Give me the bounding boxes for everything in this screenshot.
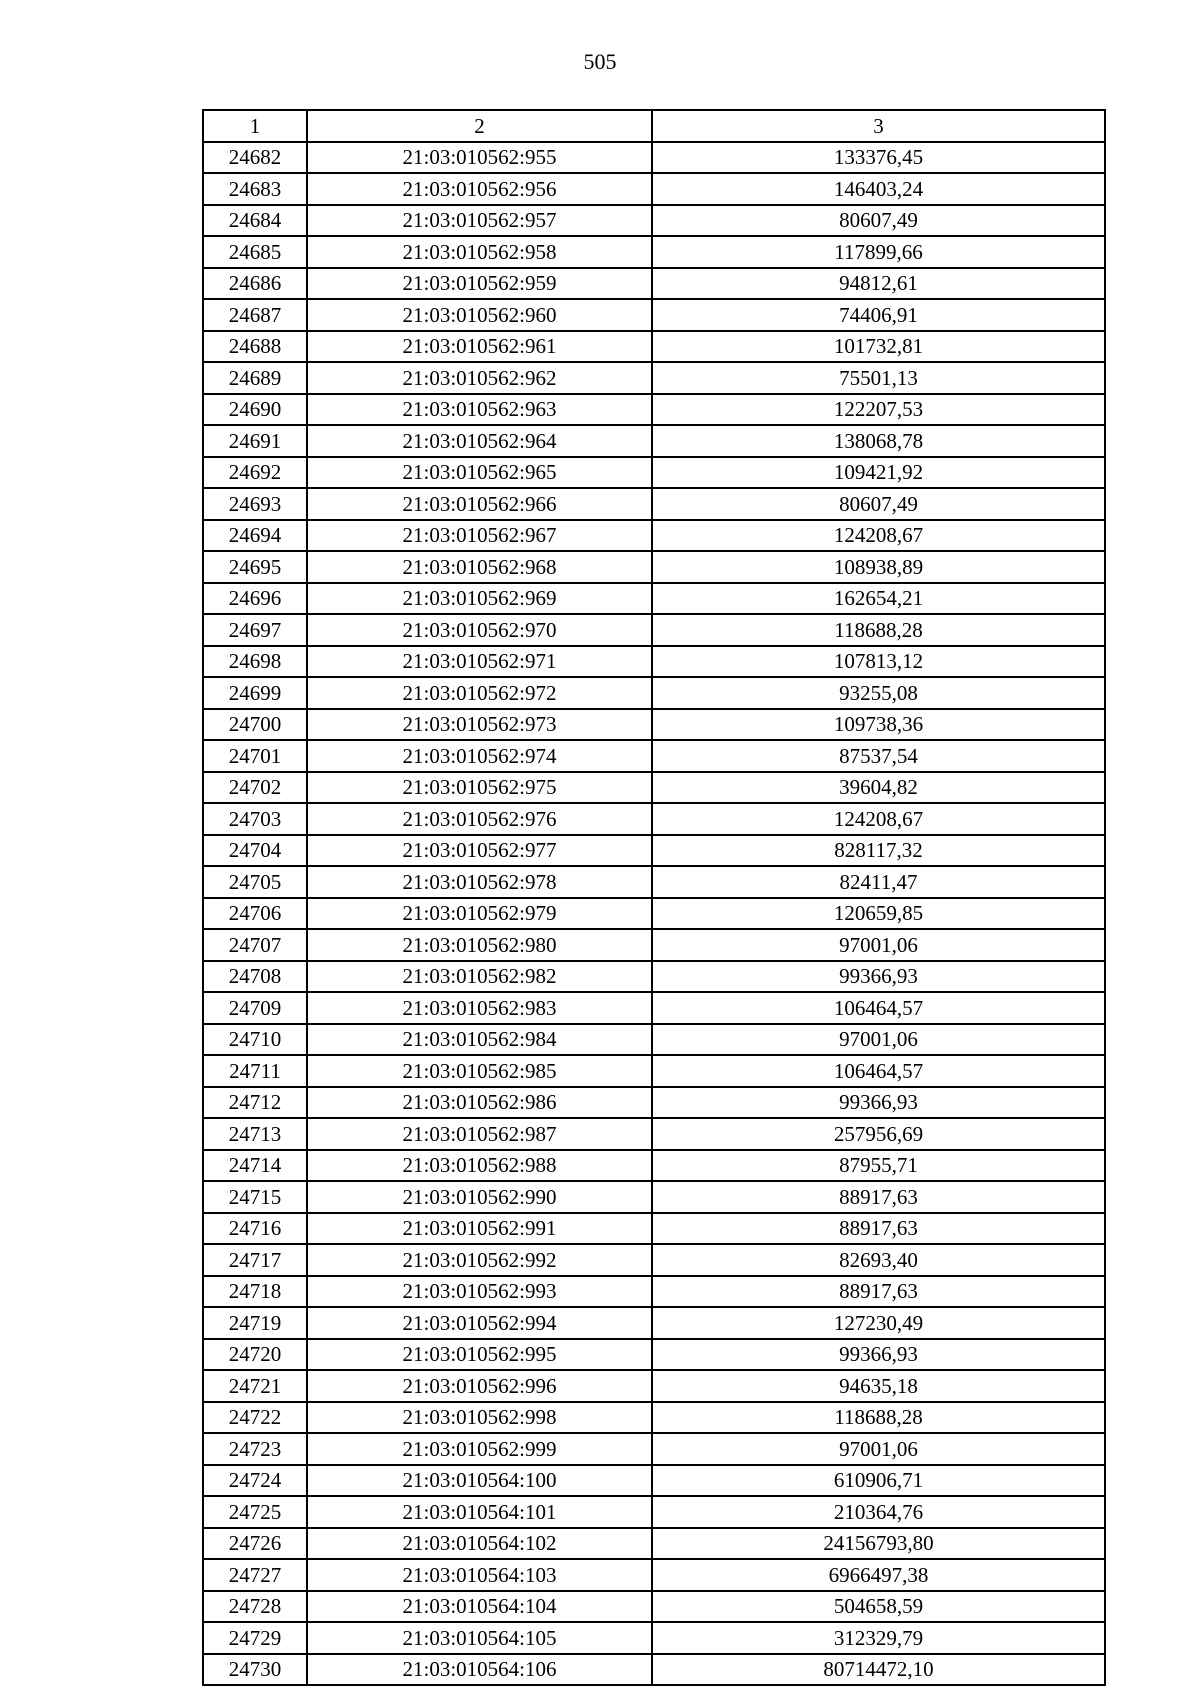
cadastral-value-cell: 94635,18 [652, 1370, 1105, 1402]
cadastral-number-cell: 21:03:010562:993 [307, 1276, 652, 1308]
row-number-cell: 24712 [203, 1087, 307, 1119]
cadastral-value-cell: 82411,47 [652, 866, 1105, 898]
row-number-cell: 24730 [203, 1654, 307, 1686]
cadastral-value-cell: 80607,49 [652, 488, 1105, 520]
cadastral-value-cell: 106464,57 [652, 1055, 1105, 1087]
row-number-cell: 24708 [203, 961, 307, 993]
page-number: 505 [583, 49, 617, 74]
cadastral-value-cell: 24156793,80 [652, 1528, 1105, 1560]
table-row [203, 1654, 1105, 1686]
cadastral-value-cell: 210364,76 [652, 1496, 1105, 1528]
table-row [203, 236, 1105, 268]
table-row [203, 1496, 1105, 1528]
cadastral-number-cell: 21:03:010562:970 [307, 614, 652, 646]
cadastral-number-cell: 21:03:010562:971 [307, 646, 652, 678]
cadastral-value-cell: 74406,91 [652, 299, 1105, 331]
cadastral-number-cell: 21:03:010562:955 [307, 142, 652, 174]
table-row [203, 1528, 1105, 1560]
row-number-cell: 24684 [203, 205, 307, 237]
table-row [203, 1402, 1105, 1434]
table-row [203, 961, 1105, 993]
cadastral-value-cell: 504658,59 [652, 1591, 1105, 1623]
cadastral-number-cell: 21:03:010562:957 [307, 205, 652, 237]
cadastral-value-cell: 127230,49 [652, 1307, 1105, 1339]
row-number-cell: 24720 [203, 1339, 307, 1371]
header-row [203, 110, 1105, 142]
row-number-cell: 24686 [203, 268, 307, 300]
cadastral-value-cell: 99366,93 [652, 1339, 1105, 1371]
cadastral-number-cell: 21:03:010562:958 [307, 236, 652, 268]
row-number-cell: 24701 [203, 740, 307, 772]
header-cell-column-1: 1 [203, 110, 307, 142]
table-row [203, 394, 1105, 426]
table-row [203, 1591, 1105, 1623]
cadastral-number-cell: 21:03:010562:964 [307, 425, 652, 457]
cadastral-number-cell: 21:03:010562:978 [307, 866, 652, 898]
row-number-cell: 24719 [203, 1307, 307, 1339]
cadastral-number-cell: 21:03:010562:990 [307, 1181, 652, 1213]
row-number-cell: 24698 [203, 646, 307, 678]
cadastral-number-cell: 21:03:010562:991 [307, 1213, 652, 1245]
row-number-cell: 24702 [203, 772, 307, 804]
table-row [203, 740, 1105, 772]
cadastral-number-cell: 21:03:010562:973 [307, 709, 652, 741]
table-row [203, 1339, 1105, 1371]
cadastral-value-cell: 87537,54 [652, 740, 1105, 772]
row-number-cell: 24716 [203, 1213, 307, 1245]
row-number-cell: 24714 [203, 1150, 307, 1182]
row-number-cell: 24688 [203, 331, 307, 363]
cadastral-number-cell: 21:03:010562:968 [307, 551, 652, 583]
table-row [203, 1024, 1105, 1056]
cadastral-value-cell: 106464,57 [652, 992, 1105, 1024]
row-number-cell: 24722 [203, 1402, 307, 1434]
table-row [203, 866, 1105, 898]
table-row [203, 173, 1105, 205]
cadastral-number-cell: 21:03:010562:994 [307, 1307, 652, 1339]
table-row [203, 1276, 1105, 1308]
table-row [203, 362, 1105, 394]
cadastral-number-cell: 21:03:010562:988 [307, 1150, 652, 1182]
table-row [203, 1150, 1105, 1182]
table-row [203, 551, 1105, 583]
cadastral-number-cell: 21:03:010562:960 [307, 299, 652, 331]
cadastral-number-cell: 21:03:010562:979 [307, 898, 652, 930]
table-row [203, 520, 1105, 552]
cadastral-value-cell: 87955,71 [652, 1150, 1105, 1182]
table-row [203, 1622, 1105, 1654]
cadastral-value-cell: 97001,06 [652, 929, 1105, 961]
row-number-cell: 24717 [203, 1244, 307, 1276]
cadastral-number-cell: 21:03:010562:975 [307, 772, 652, 804]
cadastral-value-cell: 162654,21 [652, 583, 1105, 615]
row-number-cell: 24728 [203, 1591, 307, 1623]
cadastral-number-cell: 21:03:010562:956 [307, 173, 652, 205]
cadastral-number-cell: 21:03:010562:965 [307, 457, 652, 489]
row-number-cell: 24687 [203, 299, 307, 331]
cadastral-number-cell: 21:03:010562:967 [307, 520, 652, 552]
cadastral-number-cell: 21:03:010562:996 [307, 1370, 652, 1402]
cadastral-value-cell: 118688,28 [652, 1402, 1105, 1434]
row-number-cell: 24725 [203, 1496, 307, 1528]
row-number-cell: 24682 [203, 142, 307, 174]
row-number-cell: 24705 [203, 866, 307, 898]
table-row [203, 488, 1105, 520]
cadastral-number-cell: 21:03:010562:969 [307, 583, 652, 615]
table-row [203, 583, 1105, 615]
row-number-cell: 24703 [203, 803, 307, 835]
cadastral-value-cell: 610906,71 [652, 1465, 1105, 1497]
table-row [203, 457, 1105, 489]
cadastral-number-cell: 21:03:010562:999 [307, 1433, 652, 1465]
row-number-cell: 24689 [203, 362, 307, 394]
cadastral-value-table [202, 109, 1106, 1686]
cadastral-number-cell: 21:03:010564:103 [307, 1559, 652, 1591]
table-row [203, 1213, 1105, 1245]
cadastral-number-cell: 21:03:010562:962 [307, 362, 652, 394]
cadastral-number-cell: 21:03:010562:995 [307, 1339, 652, 1371]
cadastral-value-cell: 99366,93 [652, 961, 1105, 993]
table-row [203, 1181, 1105, 1213]
cadastral-value-cell: 109738,36 [652, 709, 1105, 741]
cadastral-value-cell: 82693,40 [652, 1244, 1105, 1276]
row-number-cell: 24707 [203, 929, 307, 961]
cadastral-number-cell: 21:03:010562:983 [307, 992, 652, 1024]
table-row [203, 709, 1105, 741]
table-row [203, 646, 1105, 678]
cadastral-value-cell: 80714472,10 [652, 1654, 1105, 1686]
cadastral-number-cell: 21:03:010562:961 [307, 331, 652, 363]
table-header [203, 110, 1105, 142]
cadastral-value-cell: 257956,69 [652, 1118, 1105, 1150]
cadastral-value-cell: 133376,45 [652, 142, 1105, 174]
row-number-cell: 24685 [203, 236, 307, 268]
cadastral-value-cell: 97001,06 [652, 1024, 1105, 1056]
table-row [203, 425, 1105, 457]
row-number-cell: 24711 [203, 1055, 307, 1087]
table-row [203, 1055, 1105, 1087]
cadastral-number-cell: 21:03:010564:105 [307, 1622, 652, 1654]
row-number-cell: 24697 [203, 614, 307, 646]
row-number-cell: 24726 [203, 1528, 307, 1560]
cadastral-value-cell: 6966497,38 [652, 1559, 1105, 1591]
cadastral-number-cell: 21:03:010562:977 [307, 835, 652, 867]
cadastral-value-cell: 99366,93 [652, 1087, 1105, 1119]
table-row [203, 142, 1105, 174]
cadastral-value-cell: 107813,12 [652, 646, 1105, 678]
table-row [203, 268, 1105, 300]
cadastral-number-cell: 21:03:010564:106 [307, 1654, 652, 1686]
table-row [203, 1433, 1105, 1465]
cadastral-number-cell: 21:03:010562:985 [307, 1055, 652, 1087]
cadastral-number-cell: 21:03:010562:982 [307, 961, 652, 993]
row-number-cell: 24709 [203, 992, 307, 1024]
row-number-cell: 24696 [203, 583, 307, 615]
row-number-cell: 24690 [203, 394, 307, 426]
cadastral-value-cell: 94812,61 [652, 268, 1105, 300]
row-number-cell: 24721 [203, 1370, 307, 1402]
table-row [203, 835, 1105, 867]
cadastral-value-cell: 122207,53 [652, 394, 1105, 426]
cadastral-value-cell: 117899,66 [652, 236, 1105, 268]
row-number-cell: 24683 [203, 173, 307, 205]
cadastral-value-cell: 101732,81 [652, 331, 1105, 363]
cadastral-value-cell: 109421,92 [652, 457, 1105, 489]
cadastral-value-cell: 108938,89 [652, 551, 1105, 583]
row-number-cell: 24718 [203, 1276, 307, 1308]
row-number-cell: 24729 [203, 1622, 307, 1654]
cadastral-number-cell: 21:03:010562:966 [307, 488, 652, 520]
table-row [203, 331, 1105, 363]
cadastral-value-cell: 97001,06 [652, 1433, 1105, 1465]
cadastral-value-cell: 88917,63 [652, 1276, 1105, 1308]
cadastral-value-cell: 138068,78 [652, 425, 1105, 457]
cadastral-value-cell: 828117,32 [652, 835, 1105, 867]
table-row [203, 1370, 1105, 1402]
row-number-cell: 24693 [203, 488, 307, 520]
table-row [203, 772, 1105, 804]
table-row [203, 1307, 1105, 1339]
cadastral-value-cell: 124208,67 [652, 520, 1105, 552]
cadastral-number-cell: 21:03:010562:992 [307, 1244, 652, 1276]
table-row [203, 614, 1105, 646]
cadastral-value-cell: 88917,63 [652, 1181, 1105, 1213]
table-row [203, 1559, 1105, 1591]
cadastral-value-cell: 146403,24 [652, 173, 1105, 205]
cadastral-number-cell: 21:03:010562:987 [307, 1118, 652, 1150]
table-body [203, 142, 1105, 1686]
cadastral-value-cell: 80607,49 [652, 205, 1105, 237]
cadastral-number-cell: 21:03:010564:101 [307, 1496, 652, 1528]
cadastral-number-cell: 21:03:010562:984 [307, 1024, 652, 1056]
cadastral-number-cell: 21:03:010562:986 [307, 1087, 652, 1119]
header-cell-column-2: 2 [307, 110, 652, 142]
cadastral-value-cell: 93255,08 [652, 677, 1105, 709]
cadastral-number-cell: 21:03:010562:976 [307, 803, 652, 835]
row-number-cell: 24699 [203, 677, 307, 709]
row-number-cell: 24727 [203, 1559, 307, 1591]
row-number-cell: 24715 [203, 1181, 307, 1213]
cadastral-value-cell: 312329,79 [652, 1622, 1105, 1654]
table-row [203, 929, 1105, 961]
row-number-cell: 24706 [203, 898, 307, 930]
row-number-cell: 24691 [203, 425, 307, 457]
row-number-cell: 24704 [203, 835, 307, 867]
row-number-cell: 24694 [203, 520, 307, 552]
row-number-cell: 24700 [203, 709, 307, 741]
table-row [203, 1087, 1105, 1119]
cadastral-number-cell: 21:03:010562:998 [307, 1402, 652, 1434]
cadastral-number-cell: 21:03:010564:104 [307, 1591, 652, 1623]
table-row [203, 803, 1105, 835]
row-number-cell: 24724 [203, 1465, 307, 1497]
cadastral-value-cell: 88917,63 [652, 1213, 1105, 1245]
row-number-cell: 24713 [203, 1118, 307, 1150]
cadastral-value-cell: 120659,85 [652, 898, 1105, 930]
cadastral-number-cell: 21:03:010562:963 [307, 394, 652, 426]
table-row [203, 898, 1105, 930]
table-row [203, 677, 1105, 709]
cadastral-value-cell: 118688,28 [652, 614, 1105, 646]
header-cell-column-3: 3 [652, 110, 1105, 142]
cadastral-number-cell: 21:03:010564:102 [307, 1528, 652, 1560]
row-number-cell: 24723 [203, 1433, 307, 1465]
row-number-cell: 24692 [203, 457, 307, 489]
row-number-cell: 24695 [203, 551, 307, 583]
table-row [203, 992, 1105, 1024]
table-row [203, 299, 1105, 331]
cadastral-number-cell: 21:03:010562:980 [307, 929, 652, 961]
cadastral-value-cell: 39604,82 [652, 772, 1105, 804]
row-number-cell: 24710 [203, 1024, 307, 1056]
cadastral-value-cell: 124208,67 [652, 803, 1105, 835]
table-row [203, 1244, 1105, 1276]
table-row [203, 1465, 1105, 1497]
cadastral-value-cell: 75501,13 [652, 362, 1105, 394]
table-row [203, 205, 1105, 237]
cadastral-number-cell: 21:03:010562:972 [307, 677, 652, 709]
cadastral-number-cell: 21:03:010562:974 [307, 740, 652, 772]
table-row [203, 1118, 1105, 1150]
cadastral-number-cell: 21:03:010564:100 [307, 1465, 652, 1497]
cadastral-number-cell: 21:03:010562:959 [307, 268, 652, 300]
